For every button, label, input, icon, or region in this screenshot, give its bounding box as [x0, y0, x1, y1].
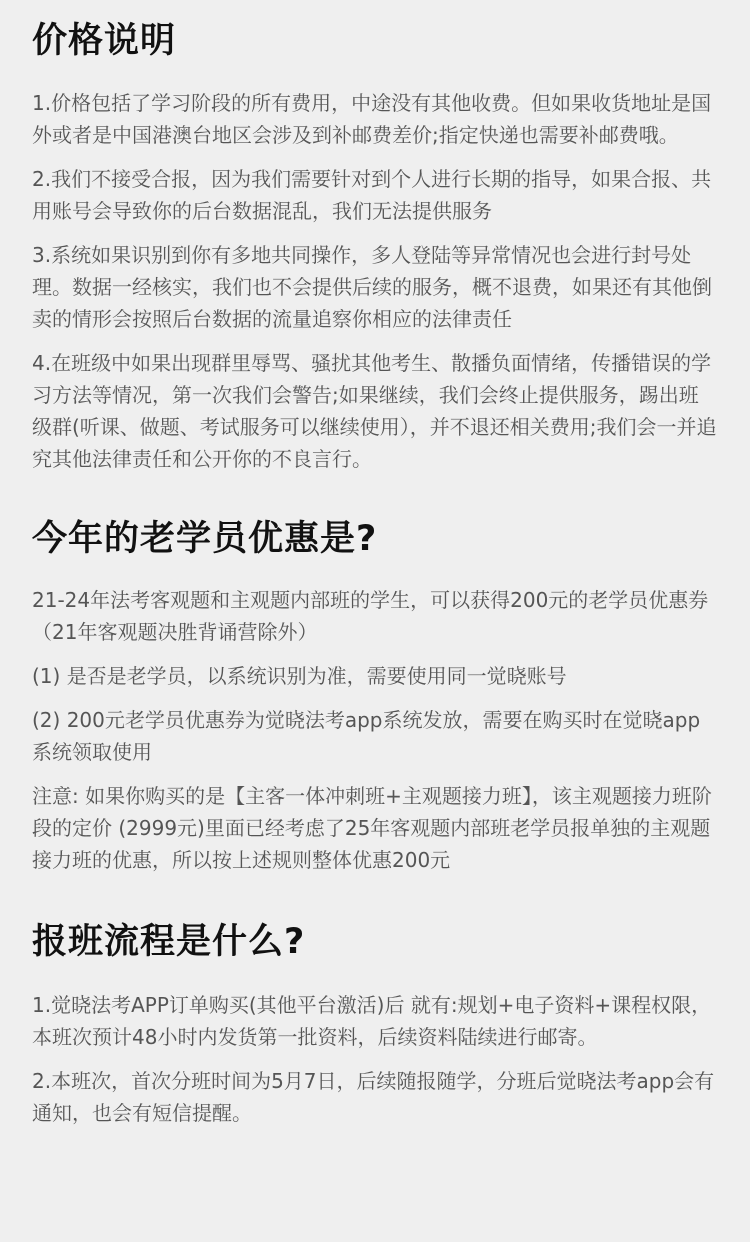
paragraph: 2.我们不接受合报，因为我们需要针对到个人进行长期的指导，如果合报、共用账号会导致你的后台数据混乱，我们无法提供服务 — [32, 167, 712, 223]
paragraph: 1.价格包括了学习阶段的所有费用，中途没有其他收费。但如果收货地址是国外或者是中国港澳台地区会涉及到补邮费差价;指定快递也需要补邮费哦。 — [32, 91, 712, 147]
price-explanation-section — [32, 0, 718, 475]
section-title: 报班流程是什么? — [32, 922, 306, 962]
paragraph: 21-24年法考客观题和主观题内部班的学生，可以获得200元的老学员优惠券（21年客观题决胜背诵营除外） — [32, 588, 709, 644]
returning-student-discount-section — [32, 475, 718, 876]
paragraph: 注意: 如果你购买的是【主客一体冲刺班+主观题接力班】，该主观题接力班阶段的定价 (2999元)里面已经考虑了25年客观题内部班老学员报单独的主观题接力班的优惠，所以按上述规则整体优惠200元 — [32, 784, 712, 872]
section-title: 今年的老学员优惠是? — [32, 519, 378, 559]
paragraph: (2) 200元老学员优惠券为觉晓法考app系统发放，需要在购买时在觉晓app系统领取使用 — [32, 708, 701, 764]
paragraph: 4.在班级中如果出现群里辱骂、骚扰其他考生、散播负面情绪，传播错误的学习方法等情况，第一次我们会警告;如果继续，我们会终止提供服务，踢出班级群(听课、做题、考试服务可以继续使用），并不退还相关费用;我们会一并追究其他法律责任和公开你的不良言行。 — [32, 351, 717, 471]
paragraph: 3.系统如果识别到你有多地共同操作，多人登陆等异常情况也会进行封号处理。数据一经核实，我们也不会提供后续的服务，概不退费，如果还有其他倒卖的情形会按照后台数据的流量追察你相应的法律责任 — [32, 243, 712, 331]
paragraph: (1) 是否是老学员，以系统识别为准，需要使用同一觉晓账号 — [32, 664, 567, 688]
section-title: 价格说明 — [32, 21, 177, 61]
enrollment-process-section — [32, 876, 718, 1129]
paragraph: 1.觉晓法考APP订单购买(其他平台激活)后 就有:规划+电子资料+课程权限，本班次预计48小时内发货第一批资料，后续资料陆续进行邮寄。 — [32, 993, 712, 1049]
paragraph: 2.本班次，首次分班时间为5月7日，后续随报随学，分班后觉晓法考app会有通知，也会有短信提醒。 — [32, 1069, 715, 1125]
